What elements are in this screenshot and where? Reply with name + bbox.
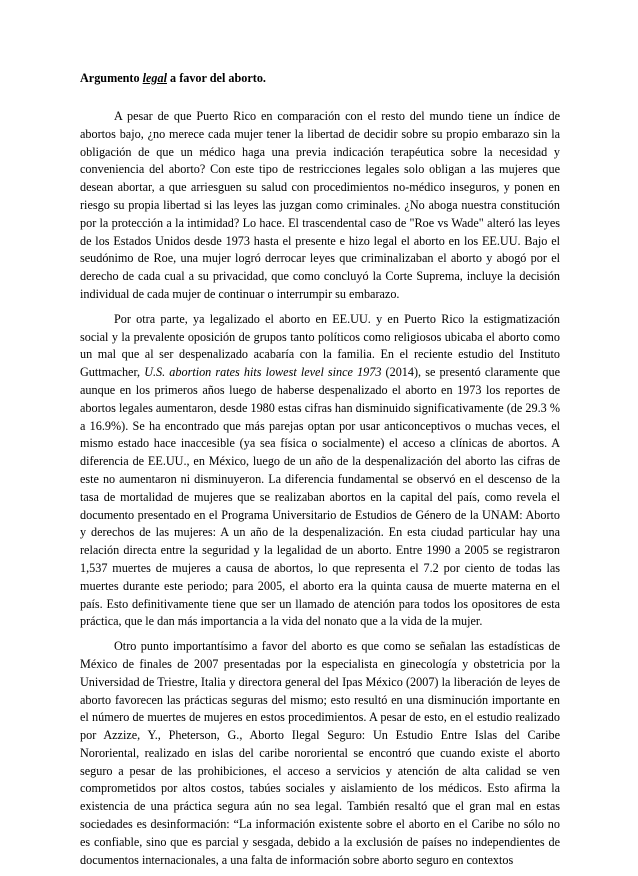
paragraph-1: A pesar de que Puerto Rico en comparación con el resto del mundo tiene un índice de abortos bajo, ¿no merece cada mujer tener la libertad de decidir sobre su propio embarazo sin la obligación de que un médico haga una previa indicación terapéutica sobre la necesidad y conveniencia del aborto? Con este tipo de restricciones legales solo obligan a las mujeres que desean abortar, a que arriesguen su salud con procedimientos no-médico inseguros, y ponen en riesgo su propia libertad si las leyes las juzgan como criminales. ¿No aboga nuestra constitución por la protección a la intimidad? Lo hace. El trascendental caso de "Roe vs Wade" alteró las leyes de los Estados Unidos desde 1973 hasta el presente e hizo legal el aborto en los EE.UU. Bajo el seudónimo de Roe, una mujer logró derrocar leyes que criminalizaban el aborto y abogó por el derecho de cada cual a su privacidad, que como concluyó la Corte Suprema, incluye la decisión individual de cada mujer de continuar o interrumpir su embarazo. (80, 109, 560, 301)
title-emphasis-legal: legal (142, 71, 167, 85)
paragraph-2-text-after: (2014), se presentó claramente que aunque en los primeros años luego de haberse despenalizado el aborto en 1973 los reportes de abortos legales aumentaron, desde 1980 estas cifras han disminuido significativamente (de 29.3 % a 16.9%). Se ha encontrado que más parejas optan por usar anticonceptivos o muchas veces, el mismo estado hace inaccesible (ya sea física o socialmente) el acceso a clínicas de abortos. A diferencia de EE.UU., en México, luego de un año de la despenalización del aborto las cifras de este no aumentaron ni disminuyeron. La diferencia fundamental se observó en el descenso de la tasa de mortalidad de mujeres que se realizaban abortos en la capital del país, como revela el documento presentado en el Programa Universitario de Estudios de Género de la UNAM: Aborto y derechos de las mujeres: A un año de la despenalización. En esta ciudad particular hay una relación directa entre la seguridad y la legalidad de un aborto. Entre 1990 a 2005 se registraron 1,537 muertes de mujeres a causa de abortos, lo que representa el 7.2 por ciento de todas las muertes durante este periodo; para 2005, el aborto era la quinta causa de muerte materna en el país. Esto definitivamente tiene que ser un llamado de atención para todos los opositores de esta práctica, que le dan más importancia a la vida del nonato que a la vida de la mujer. (80, 365, 560, 629)
document-title (80, 70, 560, 86)
paragraph-2 (80, 311, 560, 631)
document-page (80, 70, 560, 876)
paragraph-2-citation-title: U.S. abortion rates hits lowest level since 1973 (144, 365, 382, 380)
paragraph-2-text-before: Por otra parte, ya legalizado el aborto en EE.UU. y en Puerto Rico la estigmatización social y la prevalente oposición de grupos tanto políticos como religiosos ubicaba el aborto como un mal que al ser despenalizado acabaría con la familia. En el reciente estudio del Instituto Guttmacher, (80, 311, 560, 380)
paragraph-3: Otro punto importantísimo a favor del aborto es que como se señalan las estadísticas de México de finales de 2007 presentadas por la especialista en ginecología y obstetricia por la Universidad de Triestre, Italia y directora general del Ipas México (2007) la liberación de leyes de aborto favorecen las prácticas seguras del mismo; esto resultó en una disminución importante en el número de muertes de mujeres en estos procedimientos. A pesar de esto, en el estudio realizado por Azzize, Y., Pheterson, G., Aborto Ilegal Seguro: Un Estudio Entre Islas del Caribe Nororiental, realizado en islas del caribe nororiental se encontró que cuando existe el aborto seguro a pesar de las prohibiciones, el acceso a servicios y atención de alta calidad se ven comprometidos por altos costos, tabúes sociales y aislamiento de los médicos. Esto afirma la existencia de una práctica segura aún no sea legal. También resaltó que el gran mal en estas sociedades es desinformación: “La información existente sobre el aborto en el Caribe no sólo no es confiable, sino que es parcial y sesgada, debido a la exclusión de países no independientes de documentos internacionales, a una falta de información sobre aborto seguro en contextos (80, 639, 560, 867)
title-suffix: a favor del aborto. (167, 71, 266, 85)
title-prefix: Argumento (80, 71, 143, 85)
